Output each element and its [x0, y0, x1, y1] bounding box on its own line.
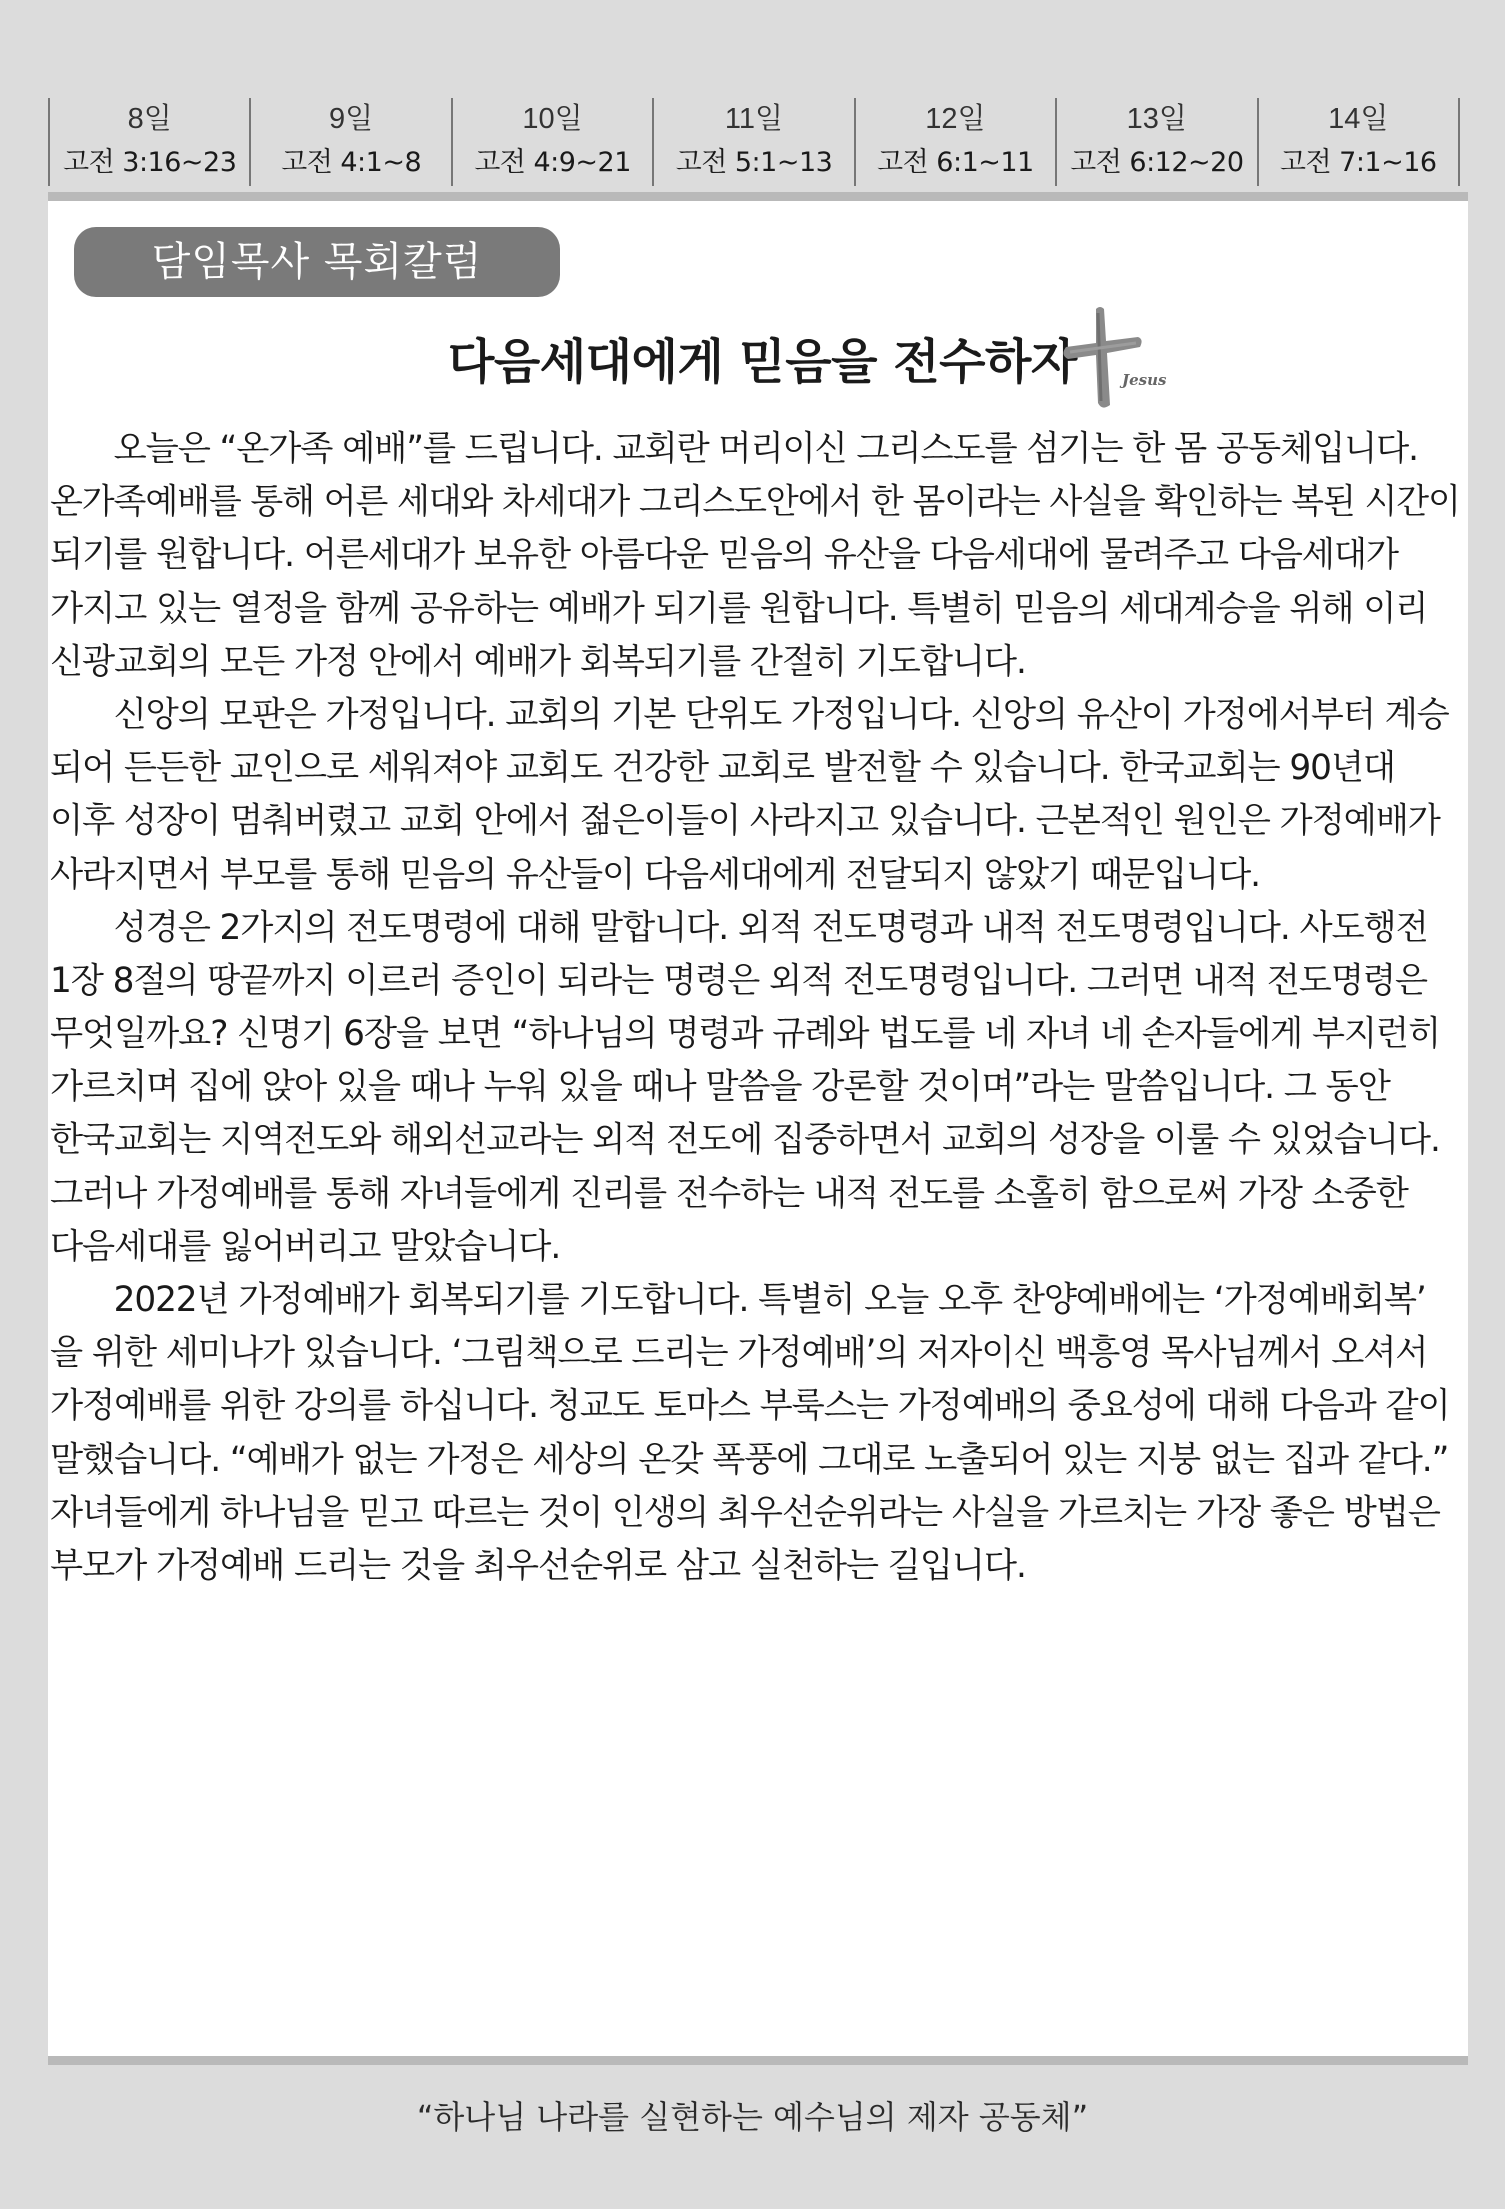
column-label-badge: 담임목사 목회칼럼 — [74, 227, 560, 297]
text-line: 다음세대를 잃어버리고 말았습니다. — [50, 1226, 561, 1267]
text-line: 2022년 가정예배가 회복되기를 기도합니다. 특별히 오늘 오후 찬양예배에는 ‘가정예배회복’ — [113, 1280, 1426, 1320]
scripture-reference: 고전 6:12~20 — [1070, 147, 1244, 178]
schedule-date: 13일 — [1126, 103, 1187, 135]
text-line: 그러나 가정예배를 통해 자녀들에게 진리를 전수하는 내적 전도를 소홀히 함으로써 가장 소중한 — [50, 1173, 1408, 1214]
cross-caption: Jesus — [1122, 371, 1167, 389]
schedule-day — [453, 98, 654, 186]
cross-icon — [1060, 301, 1190, 411]
text-line: 을 위한 세미나가 있습니다. ‘그림책으로 드리는 가정예배’의 저자이신 백흥영 목사님께서 오셔서 — [50, 1333, 1428, 1374]
church-slogan: “하나님 나라를 실현하는 예수님의 제자 공동체” — [416, 2098, 1089, 2136]
schedule-day — [1259, 98, 1460, 186]
scripture-reference: 고전 4:1~8 — [281, 147, 422, 178]
text-line: 한국교회는 지역전도와 해외선교라는 외적 전도에 집중하면서 교회의 성장을 이룰 수 있었습니다. — [50, 1120, 1440, 1161]
schedule-date: 11일 — [724, 103, 784, 135]
schedule-day — [856, 98, 1057, 186]
text-line: 가르치며 집에 앉아 있을 때나 누워 있을 때나 말씀을 강론할 것이며”라는 말씀입니다. 그 동안 — [50, 1067, 1390, 1108]
text-line: 되기를 원합니다. 어른세대가 보유한 아름다운 믿음의 유산을 다음세대에 물려주고 다음세대가 — [50, 535, 1398, 576]
reading-schedule — [48, 98, 1460, 186]
text-line: 무엇일까요? 신명기 6장을 보면 “하나님의 명령과 규례와 법도를 네 자녀 네 손자들에게 부지런히 — [50, 1014, 1441, 1055]
schedule-date: 12일 — [925, 103, 986, 135]
schedule-date: 9일 — [329, 103, 374, 135]
schedule-day — [50, 98, 251, 186]
text-line: 1장 8절의 땅끝까지 이르러 증인이 되라는 명령은 외적 전도명령입니다. 그러면 내적 전도명령은 — [50, 960, 1427, 1001]
schedule-day — [251, 98, 452, 186]
scripture-reference: 고전 7:1~16 — [1279, 147, 1437, 178]
scripture-reference: 고전 6:1~11 — [877, 147, 1034, 178]
schedule-date: 8일 — [127, 103, 172, 135]
scripture-reference: 고전 5:1~13 — [675, 147, 833, 178]
text-line: 부모가 가정예배 드리는 것을 최우선순위로 삼고 실천하는 길입니다. — [50, 1545, 1026, 1586]
pastor-column — [48, 201, 1468, 2056]
text-line: 되어 든든한 교인으로 세워져야 교회도 건강한 교회로 발전할 수 있습니다. 한국교회는 90년대 — [50, 748, 1395, 789]
schedule-day — [1057, 98, 1258, 186]
schedule-date: 10일 — [522, 103, 583, 135]
text-line: 자녀들에게 하나님을 믿고 따르는 것이 인생의 최우선순위라는 사실을 가르치는 가장 좋은 방법은 — [50, 1492, 1440, 1533]
text-line: 말했습니다. “예배가 없는 가정은 세상의 온갖 폭풍에 그대로 노출되어 있는 지붕 없는 집과 같다.” — [50, 1439, 1449, 1480]
text-line: 성경은 2가지의 전도명령에 대해 말합니다. 외적 전도명령과 내적 전도명령입니다. 사도행전 — [113, 907, 1428, 948]
column-body — [50, 423, 1468, 1593]
text-line: 이후 성장이 멈춰버렸고 교회 안에서 젊은이들이 사라지고 있습니다. 근본적인 원인은 가정예배가 — [50, 801, 1440, 842]
divider — [48, 192, 1468, 201]
text-line: 온가족예배를 통해 어른 세대와 차세대가 그리스도안에서 한 몸이라는 사실을 확인하는 복된 시간이 — [50, 482, 1460, 523]
divider — [48, 2056, 1468, 2065]
schedule-date: 14일 — [1328, 103, 1389, 135]
text-line: 신앙의 모판은 가정입니다. 교회의 기본 단위도 가정입니다. 신앙의 유산이 가정에서부터 계승 — [113, 694, 1449, 735]
scripture-reference: 고전 3:16~23 — [63, 147, 237, 178]
schedule-day — [654, 98, 855, 186]
text-line: 가지고 있는 열정을 함께 공유하는 예배가 되기를 원합니다. 특별히 믿음의 세대계승을 위해 이리 — [50, 588, 1428, 629]
title-row — [48, 301, 1468, 411]
text-line: 오늘은 “온가족 예배”를 드립니다. 교회란 머리이신 그리스도를 섬기는 한 몸 공동체입니다. — [113, 429, 1419, 469]
scripture-reference: 고전 4:9~21 — [474, 147, 631, 178]
text-line: 가정예배를 위한 강의를 하십니다. 청교도 토마스 부룩스는 가정예배의 중요성에 대해 다음과 같이 — [50, 1386, 1450, 1427]
text-line: 신광교회의 모든 가정 안에서 예배가 회복되기를 간절히 기도합니다. — [50, 641, 1026, 682]
text-line: 사라지면서 부모를 통해 믿음의 유산들이 다음세대에게 전달되지 않았기 때문입니다. — [50, 854, 1260, 895]
column-title: 다음세대에게 믿음을 전수하자 — [448, 334, 1077, 390]
